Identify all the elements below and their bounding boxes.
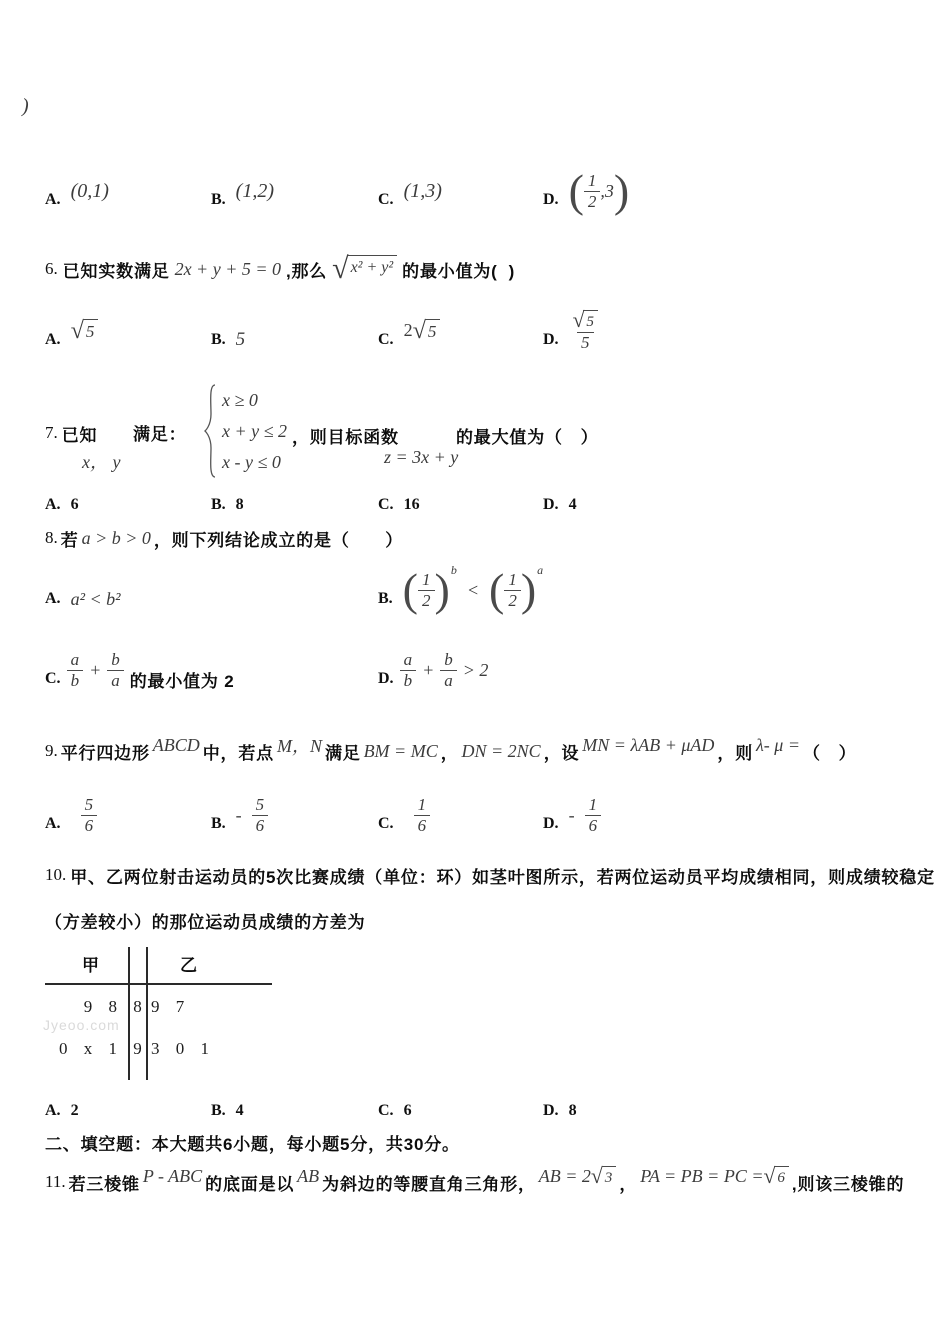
- question-text: ,则该三棱锥的: [791, 1174, 905, 1194]
- fraction: $\frac{a}{b}$: [400, 650, 417, 690]
- sign: -: [235, 804, 242, 825]
- q10-option-b: B. 4: [211, 1102, 244, 1119]
- constraint-2: x + y ≤ 2: [222, 420, 288, 441]
- q8-option-c: C. $\frac{a}{b}$ + $\frac{b}{a}$ 的最小值为 2: [45, 649, 235, 691]
- equation: 2x + y + 5 = 0: [174, 258, 281, 279]
- option-value: (0,1): [70, 179, 109, 202]
- q5-options-row: [45, 158, 915, 224]
- q5-option-c: [378, 179, 543, 208]
- open-paren: (: [402, 564, 418, 615]
- question-text: 已知实数满足: [62, 261, 170, 281]
- q5-option-d: [543, 165, 915, 216]
- q8-option-a: A. a² < b²: [45, 588, 121, 609]
- radicand: x² + y²: [348, 255, 398, 277]
- fraction: $\frac{1}{6}$: [414, 795, 431, 835]
- radical-expression: 2 √ 5: [404, 319, 441, 342]
- fraction: $\frac{b}{a}$: [440, 650, 457, 690]
- fraction: $\frac{1}{6}$: [585, 795, 602, 835]
- math-segment: AB: [297, 1165, 320, 1186]
- row2-left-leaves: 0 x 1: [59, 1039, 123, 1058]
- q10-options-row: [45, 1096, 915, 1126]
- row2-right-leaves: 3 0 1: [151, 1039, 215, 1058]
- question-text: ，: [440, 743, 459, 763]
- option-tail-text: 的最小值为 2: [129, 671, 235, 691]
- q7-options-row: [45, 490, 915, 520]
- q5-option-b: [211, 179, 378, 208]
- q5-option-a: [45, 179, 211, 208]
- interval-tail: ,3: [600, 180, 614, 201]
- question-text: ，设: [543, 743, 580, 763]
- option-label: C.: [378, 330, 394, 348]
- open-paren: (: [488, 564, 505, 615]
- q8-options-row-2: [45, 634, 915, 706]
- question-text: ，则: [717, 743, 754, 763]
- constraint-3: x - y ≤ 0: [222, 451, 281, 472]
- option-value: 5: [235, 329, 246, 350]
- math-segment: BM = MC: [363, 740, 438, 761]
- radical-expression: √ 6: [763, 1166, 788, 1187]
- question-text: 中，若点: [202, 743, 274, 763]
- option-label: C.: [378, 191, 394, 208]
- open-paren: (: [568, 165, 584, 216]
- q7-option-b: B. 8: [211, 496, 244, 513]
- power-expression: [488, 562, 544, 615]
- row2-stem: 9: [133, 1039, 142, 1058]
- question-number: 10.: [45, 865, 67, 884]
- math-segment: ABCD: [152, 734, 200, 755]
- option-label: B.: [211, 331, 226, 348]
- radical-symbol: √: [332, 251, 349, 285]
- left-header: 甲: [82, 956, 99, 975]
- question-number: 9.: [45, 741, 58, 760]
- row1-stem: 8: [133, 997, 142, 1016]
- question-number: 7.: [45, 423, 58, 442]
- question-text: 若三棱锥: [68, 1174, 140, 1194]
- q7-objective-function: z = 3x + y: [384, 447, 459, 467]
- fraction: √ 5 5: [569, 310, 602, 352]
- option-value: a² < b²: [70, 588, 121, 609]
- plus-symbol: +: [422, 659, 435, 680]
- question-6: [45, 246, 515, 292]
- q10-option-a: A. 2: [45, 1102, 79, 1119]
- q9-option-b: B. - $\frac{5}{6}$: [211, 795, 378, 835]
- stray-paren-text: ): [22, 95, 29, 117]
- q8-option-b: B. ( $\frac{1}{2}$ ) b < ( $\frac{1}{2}$ ) a: [378, 562, 544, 615]
- question-11: [45, 1158, 904, 1206]
- option-tail-math: > 2: [462, 659, 489, 680]
- plus-symbol: +: [89, 659, 102, 680]
- question-number: 8.: [45, 528, 58, 547]
- question-text: 平行四边形: [60, 743, 150, 763]
- stem-right-line: [146, 947, 148, 1080]
- q5-stray-paren: [22, 95, 29, 118]
- fraction: $\frac{5}{6}$: [81, 795, 98, 835]
- question-text: 为斜边的等腰直角三角形，: [322, 1174, 536, 1194]
- question-text: ,那么: [285, 261, 328, 281]
- radical-expression: √ 5: [573, 310, 598, 331]
- exponent: b: [450, 562, 457, 577]
- answer-paren: （ ）: [803, 743, 857, 763]
- row1-left-leaves: 9 8: [83, 997, 123, 1016]
- close-paren: ): [520, 564, 537, 615]
- option-value: (1,2): [235, 179, 274, 202]
- math-segment: M，N: [276, 736, 322, 756]
- q7-post-text: 的最大值为（ ）: [456, 428, 599, 447]
- q7-mid-text: ，则目标函数: [292, 428, 399, 447]
- question-text: 的最小值为( ): [402, 261, 516, 281]
- right-header: 乙: [180, 956, 197, 975]
- fraction: $\frac{1}{2}$: [584, 171, 601, 211]
- math-segment: DN = 2NC: [461, 740, 541, 761]
- q7-option-a: A. 6: [45, 496, 79, 513]
- condition: a > b > 0: [81, 527, 151, 548]
- question-9: [45, 730, 856, 772]
- q9-option-d: D. - $\frac{1}{6}$: [543, 795, 915, 835]
- q8-options-row-1: [45, 554, 915, 626]
- q7-variables: x， y: [82, 452, 121, 472]
- question-number: 6.: [45, 259, 58, 278]
- fraction: $\frac{b}{a}$: [107, 650, 124, 690]
- exponent: a: [537, 562, 544, 577]
- option-label: D.: [543, 191, 559, 208]
- q7-option-d: D. 4: [543, 496, 577, 513]
- q7-constraint-system: [203, 383, 287, 479]
- question-text: 的底面是以: [205, 1174, 295, 1194]
- q6-option-a: [45, 317, 211, 348]
- close-paren: ): [434, 564, 450, 615]
- math-segment: P - ABC: [142, 1165, 203, 1186]
- q7-number-known: [45, 420, 97, 446]
- option-label: B.: [211, 191, 226, 208]
- math-segment: AB = 2 √ 3: [539, 1166, 617, 1187]
- brace-icon: [203, 383, 217, 479]
- question-text: 甲、乙两位射击运动员的5次比赛成绩（单位：环）如茎叶图所示，若两位运动员平均成绩相同，则成绩较稳定: [70, 867, 935, 887]
- relation-symbol: <: [466, 579, 479, 600]
- option-value: (1,3): [403, 179, 442, 202]
- constraints: [222, 385, 287, 478]
- option-label: A.: [45, 330, 61, 348]
- question-text: ，: [619, 1174, 638, 1194]
- q9-option-c: C. $\frac{1}{6}$: [378, 795, 543, 835]
- question-text: 满足: [324, 743, 361, 763]
- question-text: 已知: [61, 425, 98, 445]
- fraction: $\frac{a}{b}$: [67, 650, 84, 690]
- radical-expression: √ 5: [71, 319, 99, 342]
- q9-options-row: [45, 786, 915, 844]
- header-divider-line: [45, 983, 272, 985]
- option-label: A.: [45, 191, 61, 208]
- question-8: [45, 522, 403, 554]
- q9-option-a: A. $\frac{5}{6}$: [45, 795, 211, 835]
- radical-expression: [332, 251, 397, 285]
- radical-expression: √ 3: [591, 1166, 616, 1187]
- q8-option-d: D. $\frac{a}{b}$ + $\frac{b}{a}$ > 2: [378, 649, 489, 690]
- q6-option-d: [543, 307, 915, 352]
- interval-expression: [568, 165, 630, 216]
- constraint-1: x ≥ 0: [222, 389, 258, 410]
- sign: -: [568, 804, 575, 825]
- power-expression: [402, 562, 457, 615]
- math-segment: MN = λAB + μAD: [582, 734, 715, 755]
- question-text: ，则下列结论成立的是（ ）: [153, 530, 404, 550]
- question-10-line-1: [45, 862, 935, 888]
- section-2-heading: 二、填空题：本大题共6小题，每小题5分，共30分。: [45, 1135, 460, 1154]
- q6-option-c: [378, 317, 543, 348]
- q7-option-c: C. 16: [378, 496, 420, 513]
- watermark: Jyeoo.com: [43, 1017, 120, 1033]
- question-number: 11.: [45, 1172, 66, 1191]
- math-segment: PA = PB = PC = √ 6: [640, 1166, 789, 1187]
- fraction: $\frac{1}{2}$: [418, 570, 435, 610]
- question-10-line-2: （方差较小）的那位运动员成绩的方差为: [45, 913, 366, 932]
- math-segment: λ- μ =: [756, 734, 800, 755]
- q10-option-c: C. 6: [378, 1102, 412, 1119]
- row1-right-leaves: 9 7: [151, 997, 191, 1016]
- q10-option-d: D. 8: [543, 1102, 577, 1119]
- q6-option-b: [211, 320, 378, 350]
- stem-leaf-plot: [45, 945, 275, 1085]
- question-text: 若: [60, 530, 79, 550]
- option-label: D.: [543, 331, 559, 348]
- fraction: $\frac{1}{2}$: [504, 570, 521, 610]
- q7-satisfy: 满足：: [133, 425, 187, 444]
- fraction: $\frac{5}{6}$: [252, 795, 269, 835]
- q6-options-row: [45, 296, 915, 366]
- close-paren: ): [613, 165, 630, 216]
